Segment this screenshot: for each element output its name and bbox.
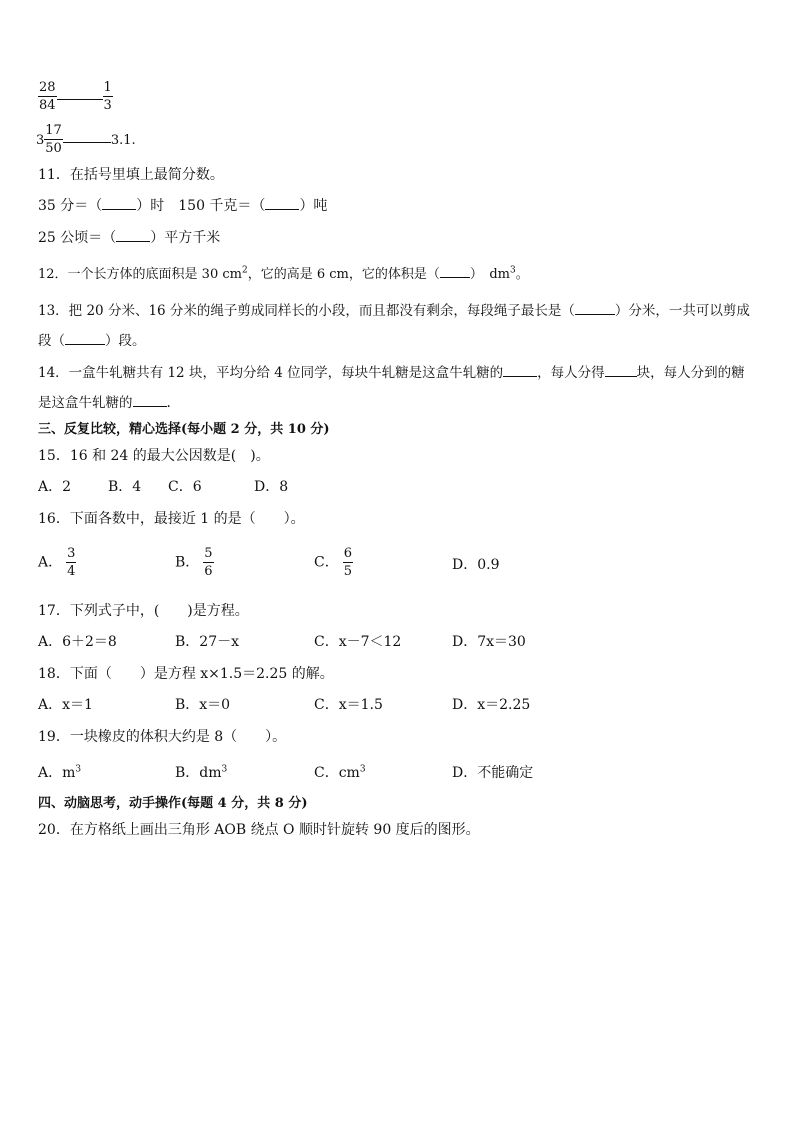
option-label: A．m xyxy=(38,765,76,781)
q19-option-c[interactable] xyxy=(314,763,366,783)
q18-option-c[interactable]: C．x＝1.5 xyxy=(314,697,383,713)
q19-option-d[interactable]: D．不能确定 xyxy=(452,765,534,781)
question-19: 19．一块橡皮的体积大约是 8（ ）。 xyxy=(38,729,287,745)
compare-blank[interactable] xyxy=(57,85,103,100)
numerator: 1 xyxy=(103,80,112,95)
fraction-28-84 xyxy=(38,80,57,113)
option-label: C． xyxy=(314,554,339,571)
fraction-5-6 xyxy=(203,546,213,579)
denominator: 5 xyxy=(343,564,352,579)
q18-option-b[interactable]: B．x＝0 xyxy=(175,697,231,713)
answer-blank[interactable] xyxy=(503,364,537,377)
section-4-heading: 四、动脑思考，动手操作(每题 4 分，共 8 分) xyxy=(38,796,308,811)
q16-option-d[interactable]: D．0.9 xyxy=(452,557,500,573)
answer-blank[interactable] xyxy=(265,197,299,210)
compare-blank[interactable] xyxy=(63,128,111,143)
question-20: 20．在方格纸上画出三角形 AOB 绕点 O 顺时针旋转 90 度后的图形。 xyxy=(38,822,480,838)
q17-option-a[interactable]: A．6＋2＝8 xyxy=(38,634,117,650)
question-17: 17．下列式子中，( )是方程。 xyxy=(38,603,249,619)
option-label: B． xyxy=(175,554,200,571)
superscript: 3 xyxy=(75,764,82,775)
question-18: 18．下面（ ）是方程 x×1.5＝2.25 的解。 xyxy=(38,666,334,682)
answer-blank[interactable] xyxy=(575,302,615,315)
section-3-heading: 三、反复比较，精心选择(每小题 2 分，共 10 分) xyxy=(38,422,330,437)
question-12 xyxy=(38,265,529,285)
q15-option-a[interactable]: A．2 xyxy=(38,479,72,495)
question-14-line1 xyxy=(38,363,745,383)
question-16: 16．下面各数中，最接近 1 的是（ ）。 xyxy=(38,511,305,527)
option-label: C．cm xyxy=(314,765,360,781)
q19-option-b[interactable] xyxy=(175,763,227,783)
q14-text: 14．一盒牛轧糖共有 12 块，平均分给 4 位同学，每块牛轧糖是这盒牛轧糖的 xyxy=(38,365,504,381)
q17-option-b[interactable]: B．27－x xyxy=(175,634,239,650)
compare-value: 3.1. xyxy=(110,133,136,148)
fraction-6-5 xyxy=(343,546,353,579)
denominator: 4 xyxy=(67,564,76,579)
question-13-line1 xyxy=(38,301,750,321)
answer-blank[interactable] xyxy=(605,364,637,377)
q11-text: ）平方千米 xyxy=(150,230,221,246)
q16-option-c[interactable] xyxy=(314,546,353,579)
q11-text: ）时 150 千克＝（ xyxy=(136,198,266,214)
q15-option-d[interactable]: D．8 xyxy=(254,479,289,495)
q15-option-c[interactable]: C．6 xyxy=(168,479,202,495)
numerator: 3 xyxy=(67,546,76,561)
q12-text: ） dm xyxy=(469,267,511,282)
q12-text: 12．一个长方体的底面积是 30 cm xyxy=(38,267,242,282)
q13-text: 13．把 20 分米、16 分米的绳子剪成同样长的小段，而且都没有剩余，每段绳子最长是（ xyxy=(38,303,575,319)
answer-blank[interactable] xyxy=(133,394,167,407)
numerator: 28 xyxy=(39,80,56,95)
q14-text: . xyxy=(166,395,171,411)
denominator: 84 xyxy=(39,98,56,113)
fraction-17-50 xyxy=(44,123,63,156)
fraction-1-3 xyxy=(103,80,113,113)
q18-option-d[interactable]: D．x＝2.25 xyxy=(452,697,531,713)
question-11-line1 xyxy=(38,196,327,216)
option-label: B．dm xyxy=(175,765,222,781)
q13-text: 段（ xyxy=(38,333,65,349)
answer-blank[interactable] xyxy=(102,197,136,210)
q11-text: ）吨 xyxy=(299,198,328,214)
q14-text: 是这盒牛轧糖的 xyxy=(38,395,133,411)
q12-text: 。 xyxy=(515,267,529,282)
question-11-line2 xyxy=(38,228,220,248)
q11-text: 35 分＝（ xyxy=(38,198,103,214)
superscript: 2 xyxy=(241,265,248,276)
superscript: 3 xyxy=(221,764,228,775)
q13-text: ）段。 xyxy=(105,333,146,349)
q16-option-a[interactable] xyxy=(38,546,76,579)
q11-text: 25 公顷＝（ xyxy=(38,230,117,246)
question-15: 15．16 和 24 的最大公因数是( )。 xyxy=(38,448,270,464)
q13-text: ）分米，一共可以剪成 xyxy=(614,303,750,319)
fraction-compare-b xyxy=(36,123,136,156)
denominator: 6 xyxy=(204,564,213,579)
q12-text: ，它的高是 6 cm，它的体积是（ xyxy=(247,267,440,282)
numerator: 6 xyxy=(343,546,352,561)
q17-option-d[interactable]: D．7x＝30 xyxy=(452,634,526,650)
q14-text: 块，每人分到的糖 xyxy=(636,365,745,381)
denominator: 3 xyxy=(103,98,112,113)
answer-blank[interactable] xyxy=(440,265,470,278)
superscript: 3 xyxy=(510,265,516,276)
fraction-compare-a xyxy=(38,80,113,113)
numerator: 5 xyxy=(204,546,213,561)
question-11: 11．在括号里填上最简分数。 xyxy=(38,167,224,183)
question-13-line2 xyxy=(38,331,146,351)
answer-blank[interactable] xyxy=(116,229,150,242)
whole-number: 3 xyxy=(36,133,45,148)
q14-text: ，每人分得 xyxy=(537,365,605,381)
superscript: 3 xyxy=(359,764,366,775)
option-label: A． xyxy=(38,554,63,571)
question-14-line2 xyxy=(38,393,171,413)
numerator: 17 xyxy=(45,123,62,138)
answer-blank[interactable] xyxy=(65,332,105,345)
q19-option-a[interactable] xyxy=(38,763,81,783)
q17-option-c[interactable]: C．x－7＜12 xyxy=(314,634,402,650)
q18-option-a[interactable]: A．x＝1 xyxy=(38,697,93,713)
denominator: 50 xyxy=(45,141,62,156)
q15-option-b[interactable]: B．4 xyxy=(108,479,142,495)
fraction-3-4 xyxy=(66,546,76,579)
q16-option-b[interactable] xyxy=(175,546,214,579)
